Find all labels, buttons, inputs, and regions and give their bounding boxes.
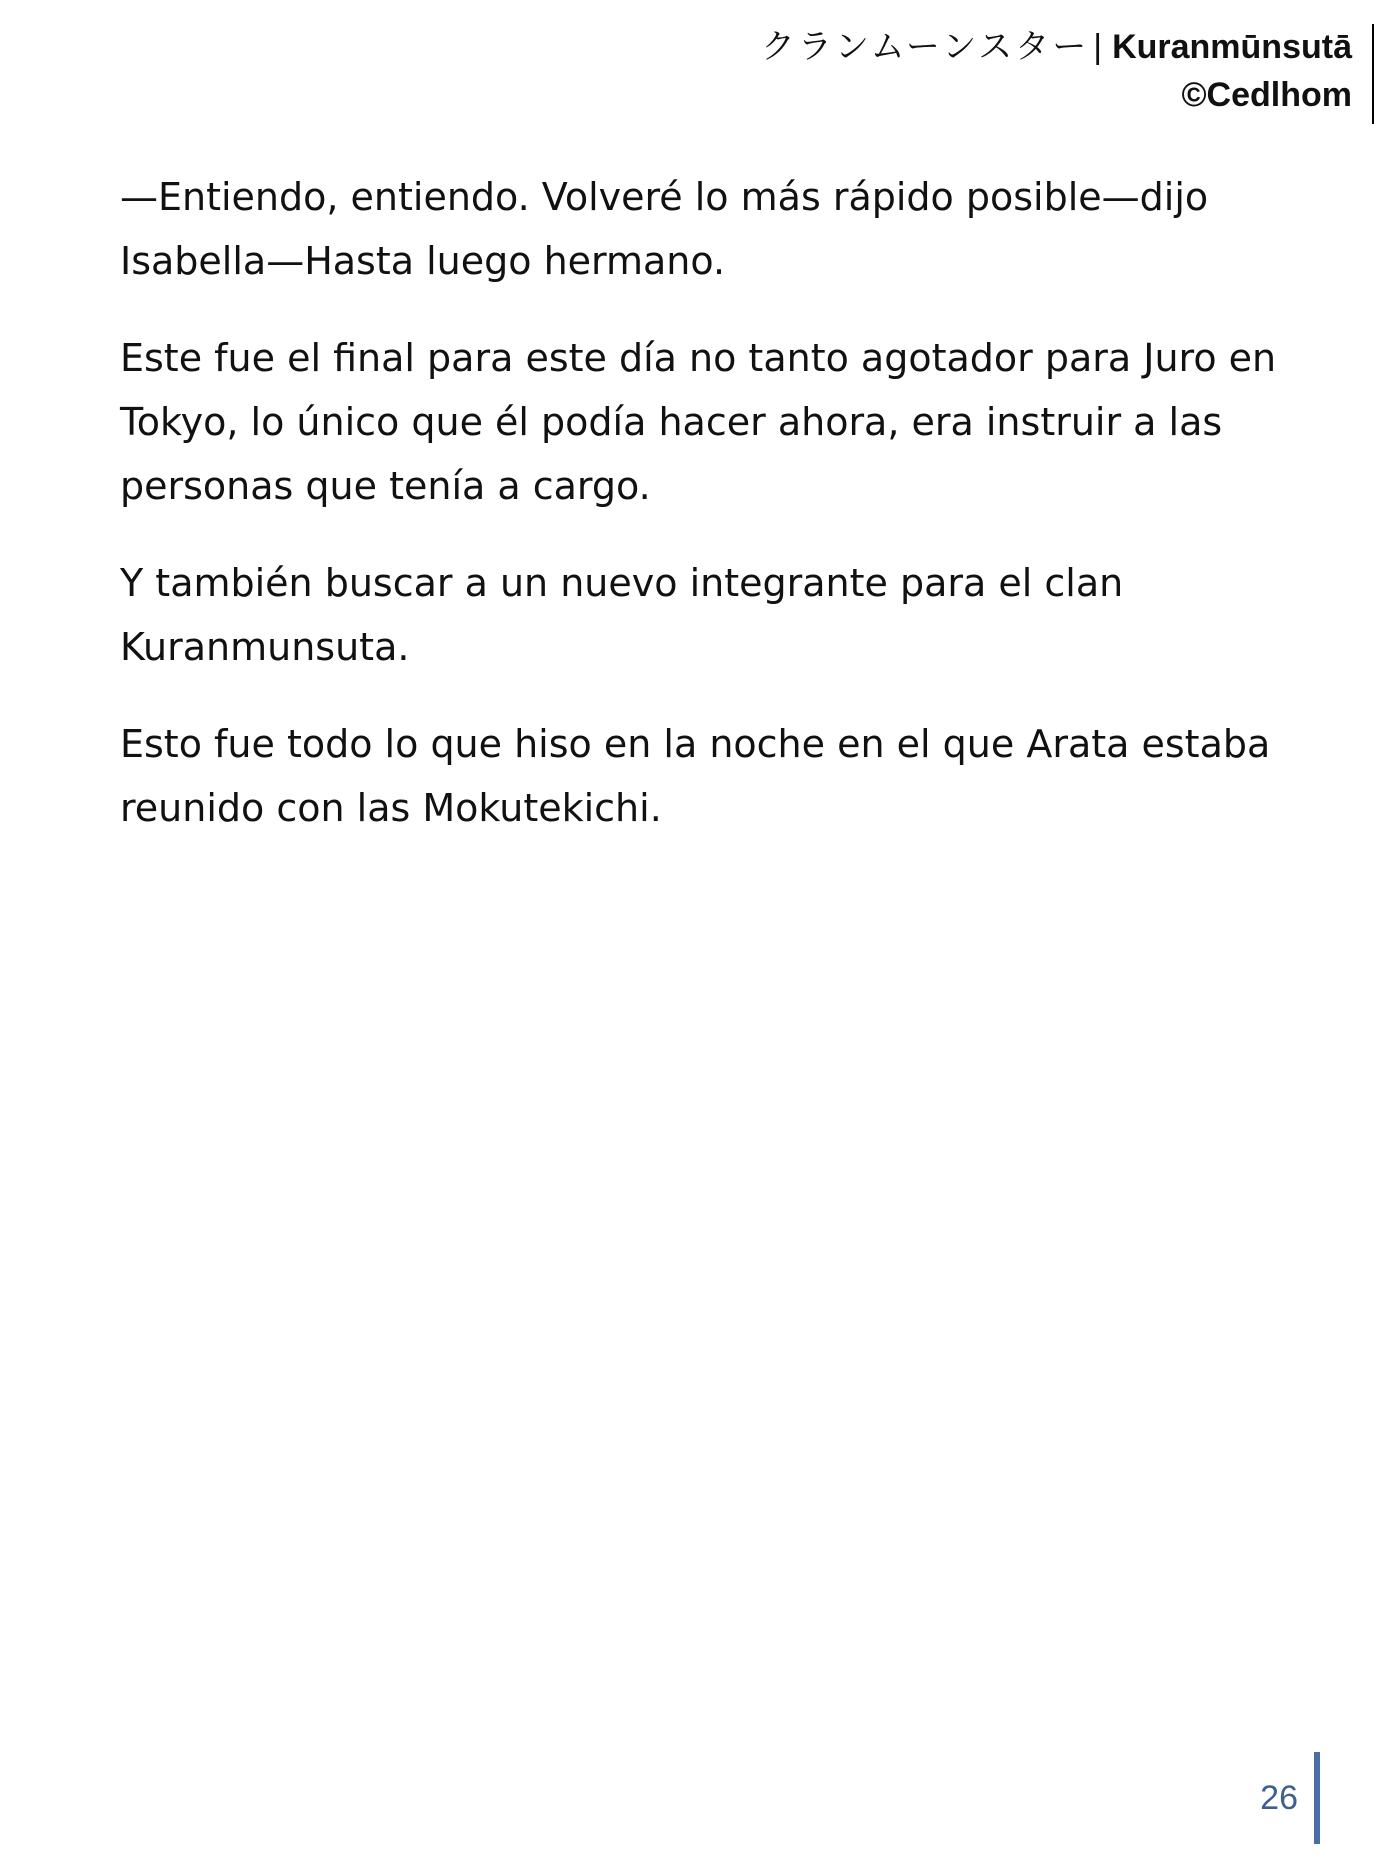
page-header	[674, 24, 1374, 124]
page-number: 26	[1260, 1778, 1298, 1817]
paragraph: —Entiendo, entiendo. Volveré lo más rápido posible—dijo Isabella—Hasta luego hermano.	[120, 175, 1209, 283]
header-japanese-title: クランムーンスター	[760, 27, 1090, 67]
header-separator: |	[1093, 28, 1103, 66]
paragraph: Y también buscar a un nuevo integrante para el clan Kuranmunsuta.	[120, 561, 1124, 669]
page-footer	[1260, 1752, 1320, 1844]
body-text	[120, 165, 1280, 873]
paragraph: Esto fue todo lo que hiso en la noche en el que Arata estaba reunido con las Mokutekichi.	[120, 722, 1271, 830]
header-copyright: ©Cedlhom	[1181, 76, 1352, 114]
header-title-line	[674, 24, 1352, 70]
header-title: Kuranmūnsutā	[1112, 28, 1352, 66]
paragraph: Este fue el final para este día no tanto agotador para Juro en Tokyo, lo único que él podía hacer ahora, era instruir a las personas que tenía a cargo.	[120, 336, 1277, 508]
